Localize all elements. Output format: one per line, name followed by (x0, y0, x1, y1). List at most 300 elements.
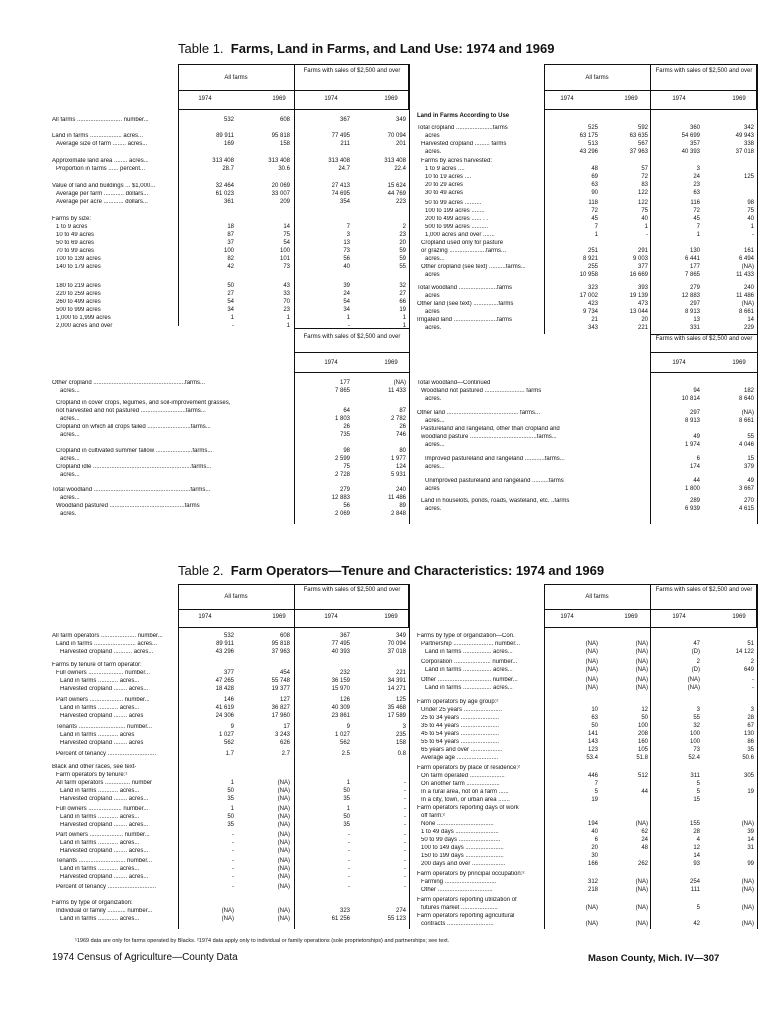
row-label: Under 25 years ....................... (421, 707, 503, 713)
row-value: 100 (637, 723, 648, 729)
row-value: 8 921 (582, 256, 598, 262)
t1r-sub-y1974: 1974 (672, 360, 686, 366)
row-value: 158 (395, 740, 406, 746)
row-value: 77 495 (331, 641, 350, 647)
row-value: 532 (223, 117, 234, 123)
row-value: 11 433 (388, 388, 406, 394)
row-value: 1 (230, 315, 234, 321)
row-value: 357 (689, 141, 700, 147)
row-label: Farms by tenure of farm operator: (52, 662, 142, 668)
row-value: 13 (343, 240, 350, 246)
row-value: 40 (641, 216, 648, 222)
row-value: 1 974 (684, 442, 700, 448)
row-value: 32 (399, 283, 406, 289)
row-value: 12 883 (681, 293, 700, 299)
row-value: 525 (587, 125, 598, 131)
row-label: Other cropland .......................................................farms... (52, 380, 206, 386)
row-value: 48 (641, 845, 648, 851)
row-value: 1 027 (334, 732, 350, 738)
row-value: 18 428 (215, 686, 234, 692)
row-value: (D) (691, 649, 700, 655)
row-value: 562 (223, 740, 234, 746)
row-value: 20 (399, 240, 406, 246)
row-label: 200 days and over .................... (421, 861, 506, 867)
row-value: (NA) (221, 908, 234, 914)
row-value: 27 (227, 291, 234, 297)
row-label: acres... (60, 388, 80, 394)
row-value: 23 (399, 232, 406, 238)
row-value: 305 (743, 773, 754, 779)
row-value: (NA) (585, 667, 598, 673)
row-value: 1.7 (225, 751, 234, 757)
row-value: 28 (747, 715, 754, 721)
row-value: 291 (637, 248, 648, 254)
row-value: 89 911 (216, 133, 234, 139)
row-value: 251 (587, 248, 598, 254)
row-value: 331 (689, 325, 700, 331)
row-value: 297 (689, 410, 700, 416)
t1r-hdr-sales: Farms with sales of $2,500 and over (655, 68, 753, 74)
row-value: 323 (587, 285, 598, 291)
row-value: 55 (747, 434, 754, 440)
row-value: 73 (343, 248, 350, 254)
row-value: - (348, 323, 350, 329)
row-value: - (404, 874, 406, 880)
row-value: 75 (283, 232, 290, 238)
t1r-sub-y1969: 1969 (732, 360, 746, 366)
row-value: 22.4 (394, 166, 406, 172)
row-label: Average per farm ............ dollars... (56, 191, 149, 197)
row-value: 343 (587, 325, 598, 331)
t2r-hdr-sales: Farms with sales of $2,500 and over (655, 587, 753, 593)
row-label: Other ................................ number... (421, 677, 518, 683)
row-value: 1 803 (334, 416, 350, 422)
row-value: 377 (223, 670, 234, 676)
row-value: 36 827 (271, 705, 290, 711)
row-value: - (348, 884, 350, 890)
table1-right-hrule (544, 90, 757, 91)
row-label: Other ................................. (421, 887, 493, 893)
row-value: 17 (283, 724, 290, 730)
row-value: 146 (223, 697, 234, 703)
row-value: 338 (743, 141, 754, 147)
row-value: 313 408 (328, 158, 350, 164)
row-value: 67 (747, 723, 754, 729)
row-value: (NA) (741, 905, 754, 911)
row-label: 100 to 149 days ....................... (421, 845, 504, 851)
row-value: 24 306 (215, 713, 234, 719)
row-label: 180 to 219 acres (56, 283, 101, 289)
row-label: Cropland in cover crops, legumes, and soil-improvement grasses, (56, 400, 231, 406)
row-value: (NA) (221, 916, 234, 922)
row-value: - (348, 866, 350, 872)
row-label: 500 to 999 acres .......... (425, 224, 489, 230)
row-label: contracts ............................ (421, 921, 494, 927)
row-value: 513 (587, 141, 598, 147)
row-label: Farms by type of organization: (52, 900, 133, 906)
row-label: Farm operators by age group:² (417, 699, 499, 705)
row-label: 1 to 9 acres .... (425, 166, 465, 172)
row-label: Average per acre ............ dollars... (56, 199, 148, 205)
row-value: 73 (283, 264, 290, 270)
row-value: 2 848 (390, 511, 406, 517)
row-value: - (232, 832, 234, 838)
t1r-y1969-a: 1969 (624, 96, 638, 102)
row-value: - (404, 832, 406, 838)
row-value: (NA) (585, 649, 598, 655)
row-label: Farm operators by tenure:¹ (56, 772, 128, 778)
row-value: 19 (591, 797, 598, 803)
row-value: - (348, 858, 350, 864)
row-value: 122 (637, 190, 648, 196)
row-label: Pastureland and rangeland, other than cropland and (421, 426, 560, 432)
row-value: 2.7 (281, 751, 290, 757)
row-value: 130 (689, 248, 700, 254)
footer-right: Mason County, Mich. IV—307 (588, 953, 720, 964)
row-value: - (404, 806, 406, 812)
row-value: 19 377 (271, 686, 290, 692)
row-value: 626 (279, 740, 290, 746)
row-label: All farms ........................... number... (52, 117, 149, 123)
t1-sub-y1974: 1974 (324, 360, 338, 366)
row-label: Farm operators by place of residence:² (417, 765, 521, 771)
row-label: Harvested cropland ........ acres... (60, 848, 149, 854)
row-value: 61 023 (215, 191, 234, 197)
row-value: - (752, 685, 754, 691)
row-value: 1 (696, 232, 700, 238)
row-value: 105 (637, 747, 648, 753)
row-value: 2 782 (390, 416, 406, 422)
row-label: or grazing ......................farms... (421, 248, 507, 254)
row-label: Other land (see text) ...............farms (417, 301, 514, 307)
row-value: 53.4 (586, 755, 598, 761)
row-label: Farming ............................... (421, 879, 497, 885)
row-value: 262 (637, 861, 648, 867)
row-value: 72 (641, 174, 648, 180)
row-value: (NA) (585, 905, 598, 911)
row-value: 28.7 (222, 166, 234, 172)
row-value: 15 (747, 456, 754, 462)
table1-left-hrule (178, 90, 409, 91)
row-label: Irrigated land ..........................farms (417, 317, 513, 323)
t1-right-heading: Land in Farms According to Use (417, 113, 510, 119)
row-value: 3 667 (738, 486, 754, 492)
row-value: 2 (402, 224, 406, 230)
row-value: 83 (641, 182, 648, 188)
row-value: 19 139 (629, 293, 648, 299)
row-value: 2 599 (334, 456, 350, 462)
row-value: 297 (689, 301, 700, 307)
row-value: 24 (343, 291, 350, 297)
row-value: 274 (395, 908, 406, 914)
row-value: (NA) (393, 380, 406, 386)
row-value: 158 (279, 141, 290, 147)
row-value: 100 (689, 731, 700, 737)
row-label: Land in farms ............ acres... (60, 866, 140, 872)
row-label: Black and other races, see text- (52, 764, 137, 770)
row-value: 1 (750, 224, 754, 230)
row-value: 127 (279, 697, 290, 703)
row-label: Total woodland .......................farms (417, 285, 513, 291)
table2-left-hrule (178, 609, 409, 610)
row-value: (NA) (585, 685, 598, 691)
row-value: 155 (689, 821, 700, 827)
row-label: acres (425, 309, 440, 315)
row-value: - (404, 840, 406, 846)
row-value: (NA) (277, 884, 290, 890)
row-label: All farm operators ............... number (56, 780, 153, 786)
row-value: 11 433 (736, 272, 754, 278)
row-value: 14 (283, 224, 290, 230)
row-value: 5 931 (390, 472, 406, 478)
row-value: 12 (641, 707, 648, 713)
row-value: 54 699 (681, 133, 700, 139)
row-label: Land in houselots, ponds, roads, wasteland, etc. ..farms (421, 498, 570, 504)
row-value: 12 883 (331, 495, 350, 501)
row-value: 35 (343, 796, 350, 802)
row-value: 3 243 (274, 732, 290, 738)
row-value: (NA) (635, 887, 648, 893)
row-label: Unimproved pastureland and rangeland ..........farms (425, 478, 564, 484)
row-value: 24 (641, 837, 648, 843)
t1r-y1969-b: 1969 (732, 96, 746, 102)
row-label: 1 to 9 acres (56, 224, 88, 230)
row-label: 150 to 199 days ....................... (421, 853, 504, 859)
row-value: 62 (641, 829, 648, 835)
row-label: None .................................. (421, 821, 494, 827)
row-value: 123 (587, 747, 598, 753)
row-label: Percent of tenancy ............................. (56, 751, 157, 757)
row-value: - (752, 677, 754, 683)
row-value: 64 (343, 408, 350, 414)
row-value: 50 (591, 723, 598, 729)
row-value: 194 (587, 821, 598, 827)
row-value: 73 (693, 747, 700, 753)
table1-left-edge-r (409, 64, 410, 524)
row-value: 5 (696, 905, 700, 911)
row-label: acres. (425, 396, 442, 402)
t1-sub-hrule2 (294, 352, 409, 353)
row-value: 47 (693, 641, 700, 647)
row-label: Full owners ..................... number... (56, 670, 151, 676)
row-label: 1,000 acres and over ....... (425, 232, 495, 238)
row-value: (NA) (277, 908, 290, 914)
t2-hdr-sales: Farms with sales of $2,500 and over (303, 587, 401, 593)
row-label: Part owners .................... number... (56, 832, 150, 838)
row-label: 1,000 to 1,999 acres (56, 315, 111, 321)
row-label: acres... (60, 416, 80, 422)
row-value: 33 007 (271, 191, 290, 197)
row-label: 1 to 49 days .......................... (421, 829, 499, 835)
row-value: 36 159 (331, 678, 350, 684)
row-value: 72 (693, 208, 700, 214)
row-value: 20 (641, 317, 648, 323)
row-label: Tenants ............................ number... (56, 858, 153, 864)
row-label: Proportion in farms ...... percent... (56, 166, 146, 172)
row-value: 0.8 (397, 751, 406, 757)
row-label: On another farm .................... (421, 781, 500, 787)
row-value: 8 661 (738, 309, 754, 315)
row-value: 39 (747, 829, 754, 835)
row-label: 100 to 199 acres ........ (425, 208, 485, 214)
row-value: 69 (591, 174, 598, 180)
row-value: 16 669 (629, 272, 648, 278)
row-value: 35 (227, 822, 234, 828)
table1-right-divider (650, 64, 651, 524)
row-value: 8 661 (738, 418, 754, 424)
row-value: 26 (343, 424, 350, 430)
row-value: (NA) (277, 788, 290, 794)
footnote: ¹1969 data are only for farms operated by Blacks. ²1974 data apply only to individual or family operations (sole proprietorships) and partnerships; see text. (75, 938, 450, 944)
row-value: 3 (346, 232, 350, 238)
table2-right-divider (650, 584, 651, 929)
row-value: 130 (743, 731, 754, 737)
row-value: 1 (346, 806, 350, 812)
row-value: 512 (637, 773, 648, 779)
row-value: 7 865 (334, 388, 350, 394)
row-value: 77 495 (331, 133, 350, 139)
row-label: acres... (60, 432, 80, 438)
row-value: 122 (637, 200, 648, 206)
row-value: (NA) (277, 848, 290, 854)
row-value: (NA) (585, 659, 598, 665)
row-label: Woodland pastured .............................................farms (56, 503, 200, 509)
row-value: (NA) (741, 879, 754, 885)
row-value: 59 (399, 248, 406, 254)
row-value: (NA) (635, 667, 648, 673)
row-label: On farm operated ..................... (421, 773, 505, 779)
row-value: 61 256 (331, 916, 350, 922)
row-label: 25 to 34 years ....................... (421, 715, 500, 721)
row-label: Land in farms ................. acres... (425, 667, 513, 673)
table1-label: Table 1. (178, 41, 224, 56)
row-value: 63 (591, 182, 598, 188)
row-value: - (232, 323, 234, 329)
row-value: 52.4 (688, 755, 700, 761)
row-value: 6 (594, 837, 598, 843)
row-value: - (646, 232, 648, 238)
row-label: Farms by type of organization—Con. (417, 633, 515, 639)
row-value: 254 (689, 879, 700, 885)
row-value: (NA) (277, 806, 290, 812)
row-label: Harvested cropland ......... farms (421, 141, 507, 147)
row-value: 55 123 (387, 916, 406, 922)
row-label: Harvested cropland ........... acres... (60, 649, 154, 655)
table2-title (178, 563, 604, 578)
row-value: (NA) (635, 659, 648, 665)
row-value: 177 (689, 264, 700, 270)
row-value: (NA) (585, 921, 598, 927)
row-value: - (348, 832, 350, 838)
row-value: (NA) (277, 858, 290, 864)
row-value: 454 (279, 670, 290, 676)
row-label: Harvested cropland ........ acres (60, 740, 144, 746)
row-label: Farm operators reporting days of work (417, 805, 519, 811)
row-label: Harvested cropland ........ acres... (60, 686, 149, 692)
row-value: 143 (587, 739, 598, 745)
row-value: 18 (227, 224, 234, 230)
row-value: 111 (690, 887, 700, 893)
row-value: 1 977 (390, 456, 406, 462)
row-label: Cropland used only for pasture (421, 240, 504, 246)
row-value: 35 (747, 747, 754, 753)
row-value: 323 (339, 908, 350, 914)
row-value: 54 (227, 299, 234, 305)
row-value: 100 (689, 739, 700, 745)
row-value: 311 (690, 773, 700, 779)
row-value: 35 468 (387, 705, 406, 711)
row-value: 44 (641, 789, 648, 795)
row-value: 10 958 (579, 272, 598, 278)
row-value: 14 122 (735, 649, 754, 655)
row-value: 93 (693, 861, 700, 867)
t1r-sub-hrule1 (650, 334, 757, 335)
row-label: Total woodland ..........................................................farms... (52, 487, 211, 493)
row-value: 1 027 (218, 732, 234, 738)
row-value: (NA) (277, 832, 290, 838)
t2r-hdr-all: All farms (585, 594, 609, 600)
row-label: Cropland on which all crops failed ..........................farms... (56, 424, 211, 430)
row-value: 367 (339, 117, 350, 123)
row-value: 98 (343, 448, 350, 454)
row-value: 37 018 (735, 149, 754, 155)
t1r-y1974-b: 1974 (672, 96, 686, 102)
row-value: 177 (339, 380, 350, 386)
row-value: 423 (587, 301, 598, 307)
row-value: 223 (395, 199, 406, 205)
row-value: 44 769 (387, 191, 406, 197)
row-label: In a city, town, or urban area ....... (421, 797, 510, 803)
row-value: (NA) (277, 840, 290, 846)
row-label: acres. (425, 325, 442, 331)
row-value: 126 (339, 697, 350, 703)
row-value: (NA) (277, 866, 290, 872)
row-value: 54 (343, 299, 350, 305)
row-value: 90 (591, 190, 598, 196)
row-value: 160 (637, 739, 648, 745)
row-value: 63 (693, 190, 700, 196)
row-value: 567 (637, 141, 648, 147)
row-value: 17 960 (271, 713, 290, 719)
row-label: acres (425, 272, 440, 278)
row-value: 86 (747, 739, 754, 745)
row-label: Harvested cropland ........ acres... (60, 796, 149, 802)
table2-label: Table 2. (178, 563, 224, 578)
row-value: - (404, 848, 406, 854)
row-value: 1 (286, 323, 290, 329)
row-value: 21 (591, 317, 598, 323)
row-value: - (348, 874, 350, 880)
t1-y1974-b: 1974 (324, 96, 338, 102)
row-value: 240 (395, 487, 406, 493)
row-value: (NA) (687, 677, 700, 683)
row-value: 2 069 (334, 511, 350, 517)
row-label: 35 to 44 years ....................... (421, 723, 500, 729)
row-value: - (232, 884, 234, 890)
row-value: 8 913 (684, 309, 700, 315)
row-value: 45 (693, 216, 700, 222)
row-value: 63 175 (579, 133, 598, 139)
row-value: 11 486 (388, 495, 406, 501)
row-label: futures market ...................... (421, 905, 498, 911)
row-label: Percent of tenancy ............................. (56, 884, 157, 890)
t1r-hdr-all: All farms (585, 75, 609, 81)
row-value: 41 619 (215, 705, 234, 711)
row-value: 15 624 (387, 183, 406, 189)
row-value: 40 (343, 264, 350, 270)
row-value: 82 (227, 256, 234, 262)
t1-hdr-all: All farms (224, 75, 248, 81)
